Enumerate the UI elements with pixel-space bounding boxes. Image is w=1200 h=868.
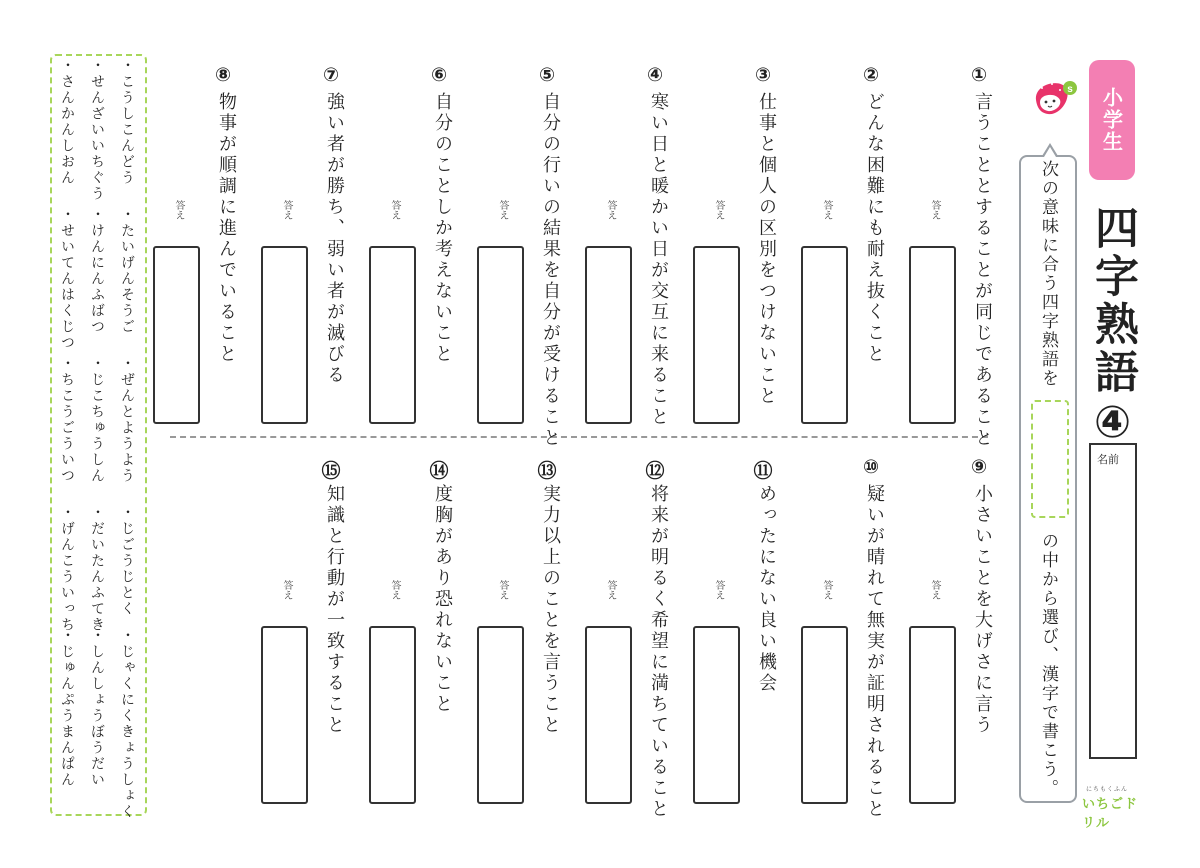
answer-box[interactable] [261, 246, 308, 424]
word-bank-item: ・たいげんそうご [119, 207, 135, 335]
word-bank-item: ・しんしょうぼうだい [89, 628, 105, 788]
question-number: ⑤ [538, 64, 556, 86]
word-bank-item: ・せんざいいちぐう [89, 58, 105, 202]
word-bank-item: ・じごうじとく [119, 505, 135, 617]
answer-label: 答え [605, 580, 616, 600]
answer-label: 答え [497, 580, 508, 600]
name-label: 名前 [1097, 453, 1119, 466]
question-text: 自分の行いの結果を自分が受けること [540, 92, 561, 449]
word-bank-item: ・じゅんぷうまんぱん [59, 628, 75, 788]
question-number: ⑥ [430, 64, 448, 86]
answer-label: 答え [281, 580, 292, 600]
question-number: ④ [646, 64, 664, 86]
instruction-text-1: 次の意味に合う四字熟語を [1038, 160, 1058, 388]
question-text: 仕事と個人の区別をつけないこと [756, 92, 777, 407]
word-bank-item: ・こうしこんどう [119, 58, 135, 186]
question-text: 将来が明るく希望に満ちていること [648, 484, 669, 820]
answer-box[interactable] [801, 246, 848, 424]
word-bank-item: ・だいたんふてき [89, 505, 105, 633]
grade-badge: 小学生 [1089, 60, 1135, 180]
answer-box[interactable] [153, 246, 200, 424]
answer-box[interactable] [585, 246, 632, 424]
question-number: ③ [754, 64, 772, 86]
word-bank-item: ・せいてんはくじつ [59, 207, 75, 351]
question-number: ① [970, 64, 988, 86]
page-title: 四字熟語④ [1087, 205, 1138, 452]
strawberry-mascot-icon [1030, 74, 1078, 120]
question-number: ⑨ [970, 456, 988, 478]
answer-label: 答え [497, 200, 508, 220]
word-bank-item: ・ぜんとようよう [119, 356, 135, 484]
question-text: どんな困難にも耐え抜くこと [864, 92, 885, 365]
answer-box[interactable] [585, 626, 632, 804]
question-number: ⑪ [753, 460, 773, 482]
answer-box[interactable] [261, 626, 308, 804]
answer-box[interactable] [369, 246, 416, 424]
brand-subtitle: にちもくふん [1086, 786, 1129, 793]
question-text: 度胸があり恐れないこと [432, 484, 453, 715]
answer-label: 答え [713, 200, 724, 220]
word-bank-item: ・じこちゅうしん [89, 356, 105, 484]
question-number: ⑩ [862, 456, 880, 478]
brand-name: いちごドリル [1082, 797, 1139, 831]
question-number: ② [862, 64, 880, 86]
answer-box[interactable] [801, 626, 848, 804]
question-text: 言うこととすることが同じであること [972, 92, 993, 449]
brand-logo [1080, 784, 1150, 831]
question-text: 小さいことを大げさに言う [972, 484, 993, 736]
bubble-tail-inner [1044, 147, 1056, 157]
answer-label: 答え [389, 580, 400, 600]
question-text: 実力以上のことを言うこと [540, 484, 561, 736]
answer-label: 答え [929, 580, 940, 600]
question-text: 物事が順調に進んでいること [216, 92, 237, 365]
word-bank-item: ・げんこういっち [59, 505, 75, 633]
question-number: ⑭ [429, 460, 449, 482]
answer-box[interactable] [909, 246, 956, 424]
answer-box[interactable] [477, 246, 524, 424]
answer-box[interactable] [693, 246, 740, 424]
answer-box[interactable] [477, 626, 524, 804]
answer-label: 答え [173, 200, 184, 220]
word-bank-item: ・じゃくにくきょうしょく [119, 628, 135, 820]
row-divider [170, 436, 988, 438]
answer-label: 答え [713, 580, 724, 600]
question-text: 疑いが晴れて無実が証明されること [864, 484, 885, 820]
answer-label: 答え [389, 200, 400, 220]
word-bank-item: ・けんにんふばつ [89, 207, 105, 335]
question-number: ⑦ [322, 64, 340, 86]
answer-box[interactable] [369, 626, 416, 804]
question-text: 寒い日と暖かい日が交互に来ること [648, 92, 669, 428]
svg-text:s: s [1067, 84, 1073, 95]
word-bank-item: ・さんかんしおん [59, 58, 75, 186]
question-text: 強い者が勝ち、弱い者が滅びる [324, 92, 345, 386]
word-bank-marker [1031, 400, 1069, 518]
answer-box[interactable] [909, 626, 956, 804]
question-text: 自分のことしか考えないこと [432, 92, 453, 365]
answer-label: 答え [281, 200, 292, 220]
answer-box[interactable] [693, 626, 740, 804]
word-bank-item: ・ちこうごういつ [59, 356, 75, 484]
name-field[interactable] [1089, 443, 1137, 759]
answer-label: 答え [929, 200, 940, 220]
question-text: 知識と行動が一致すること [324, 484, 345, 736]
question-number: ⑫ [645, 460, 665, 482]
question-number: ⑮ [321, 460, 341, 482]
question-text: めったにない良い機会 [756, 484, 777, 694]
answer-label: 答え [821, 200, 832, 220]
question-number: ⑧ [214, 64, 232, 86]
question-number: ⑬ [537, 460, 557, 482]
instruction-text-2: の中から選び、漢字で書こう。 [1038, 532, 1058, 798]
answer-label: 答え [821, 580, 832, 600]
answer-label: 答え [605, 200, 616, 220]
